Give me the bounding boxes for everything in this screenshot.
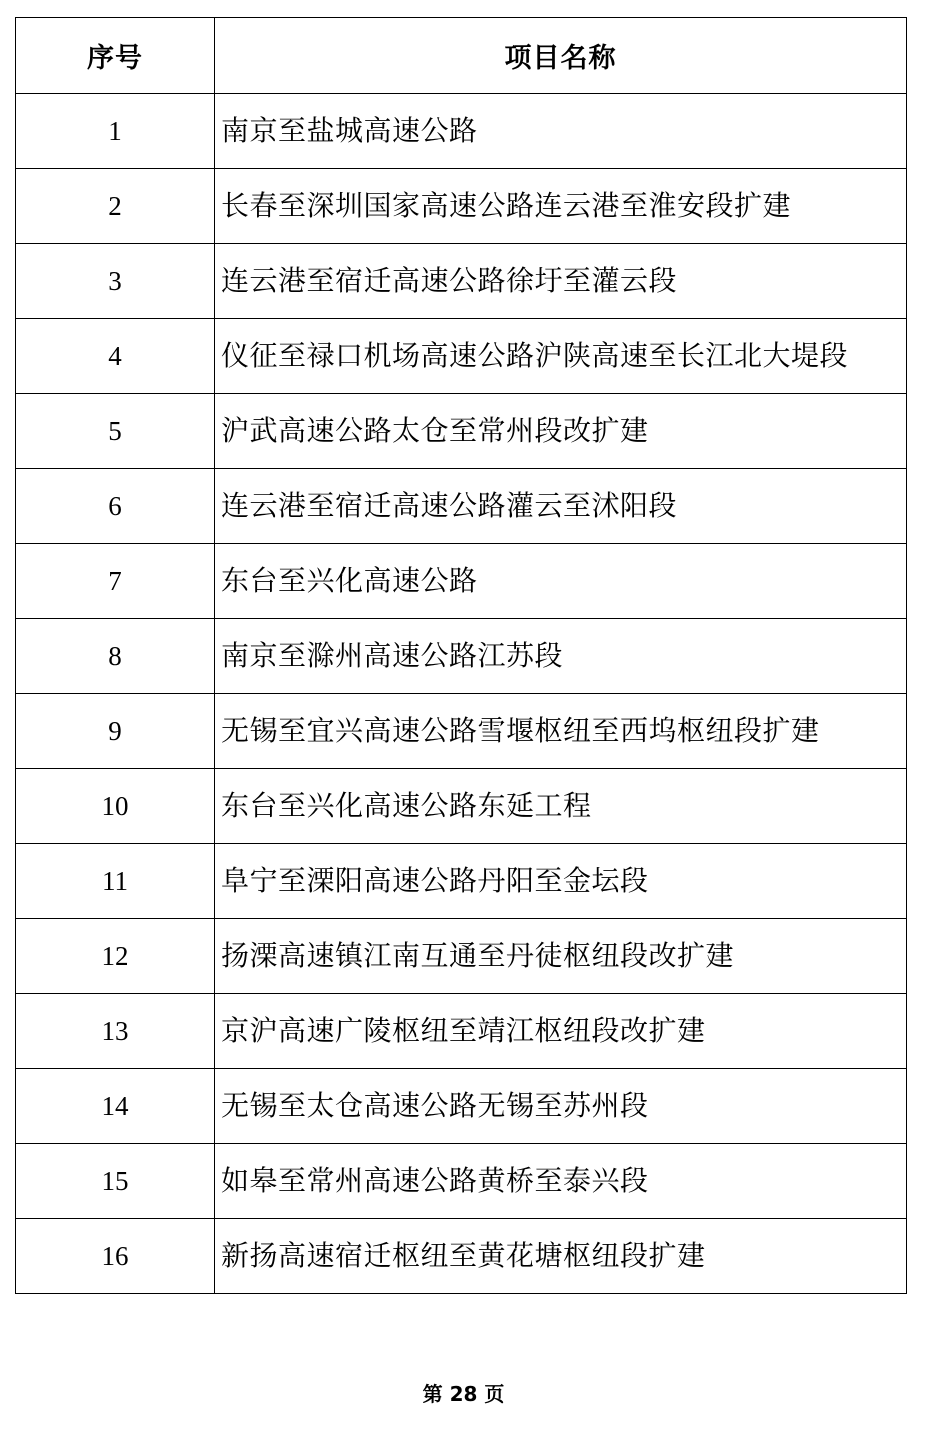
header-row [16, 18, 907, 94]
row-name: 连云港至宿迁高速公路徐圩至灌云段 [215, 244, 907, 319]
row-number: 6 [16, 469, 215, 544]
table-row [16, 994, 907, 1069]
row-name: 沪武高速公路太仓至常州段改扩建 [215, 394, 907, 469]
page-number: 第 28 页 [422, 1382, 505, 1406]
table-row [16, 394, 907, 469]
row-name: 阜宁至溧阳高速公路丹阳至金坛段 [215, 844, 907, 919]
table-row [16, 844, 907, 919]
row-name: 京沪高速广陵枢纽至靖江枢纽段改扩建 [215, 994, 907, 1069]
row-name: 无锡至太仓高速公路无锡至苏州段 [215, 1069, 907, 1144]
row-number: 13 [16, 994, 215, 1069]
project-table [15, 17, 907, 1294]
row-name: 新扬高速宿迁枢纽至黄花塘枢纽段扩建 [215, 1219, 907, 1294]
row-number: 1 [16, 94, 215, 169]
row-name: 连云港至宿迁高速公路灌云至沭阳段 [215, 469, 907, 544]
table-row [16, 469, 907, 544]
row-name: 如皋至常州高速公路黄桥至泰兴段 [215, 1144, 907, 1219]
row-number: 14 [16, 1069, 215, 1144]
header-name: 项目名称 [215, 18, 907, 94]
table-body [16, 94, 907, 1294]
row-number: 10 [16, 769, 215, 844]
row-name: 扬溧高速镇江南互通至丹徒枢纽段改扩建 [215, 919, 907, 994]
row-number: 12 [16, 919, 215, 994]
row-number: 4 [16, 319, 215, 394]
table-row [16, 169, 907, 244]
table-row [16, 1144, 907, 1219]
row-number: 11 [16, 844, 215, 919]
table-row [16, 769, 907, 844]
row-name: 东台至兴化高速公路 [215, 544, 907, 619]
table-row [16, 619, 907, 694]
table-row [16, 1069, 907, 1144]
table-row [16, 919, 907, 994]
row-number: 15 [16, 1144, 215, 1219]
row-number: 3 [16, 244, 215, 319]
table-row [16, 544, 907, 619]
table-row [16, 94, 907, 169]
row-name: 南京至滁州高速公路江苏段 [215, 619, 907, 694]
table-row [16, 1219, 907, 1294]
row-number: 16 [16, 1219, 215, 1294]
row-name: 仪征至禄口机场高速公路沪陕高速至长江北大堤段 [215, 319, 907, 394]
row-name: 无锡至宜兴高速公路雪堰枢纽至西坞枢纽段扩建 [215, 694, 907, 769]
row-name: 南京至盐城高速公路 [215, 94, 907, 169]
row-number: 9 [16, 694, 215, 769]
row-number: 7 [16, 544, 215, 619]
row-number: 2 [16, 169, 215, 244]
row-number: 5 [16, 394, 215, 469]
row-name: 长春至深圳国家高速公路连云港至淮安段扩建 [215, 169, 907, 244]
table-row [16, 319, 907, 394]
header-number: 序号 [16, 18, 215, 94]
row-name: 东台至兴化高速公路东延工程 [215, 769, 907, 844]
table-header [16, 18, 907, 94]
row-number: 8 [16, 619, 215, 694]
table-row [16, 694, 907, 769]
table-row [16, 244, 907, 319]
